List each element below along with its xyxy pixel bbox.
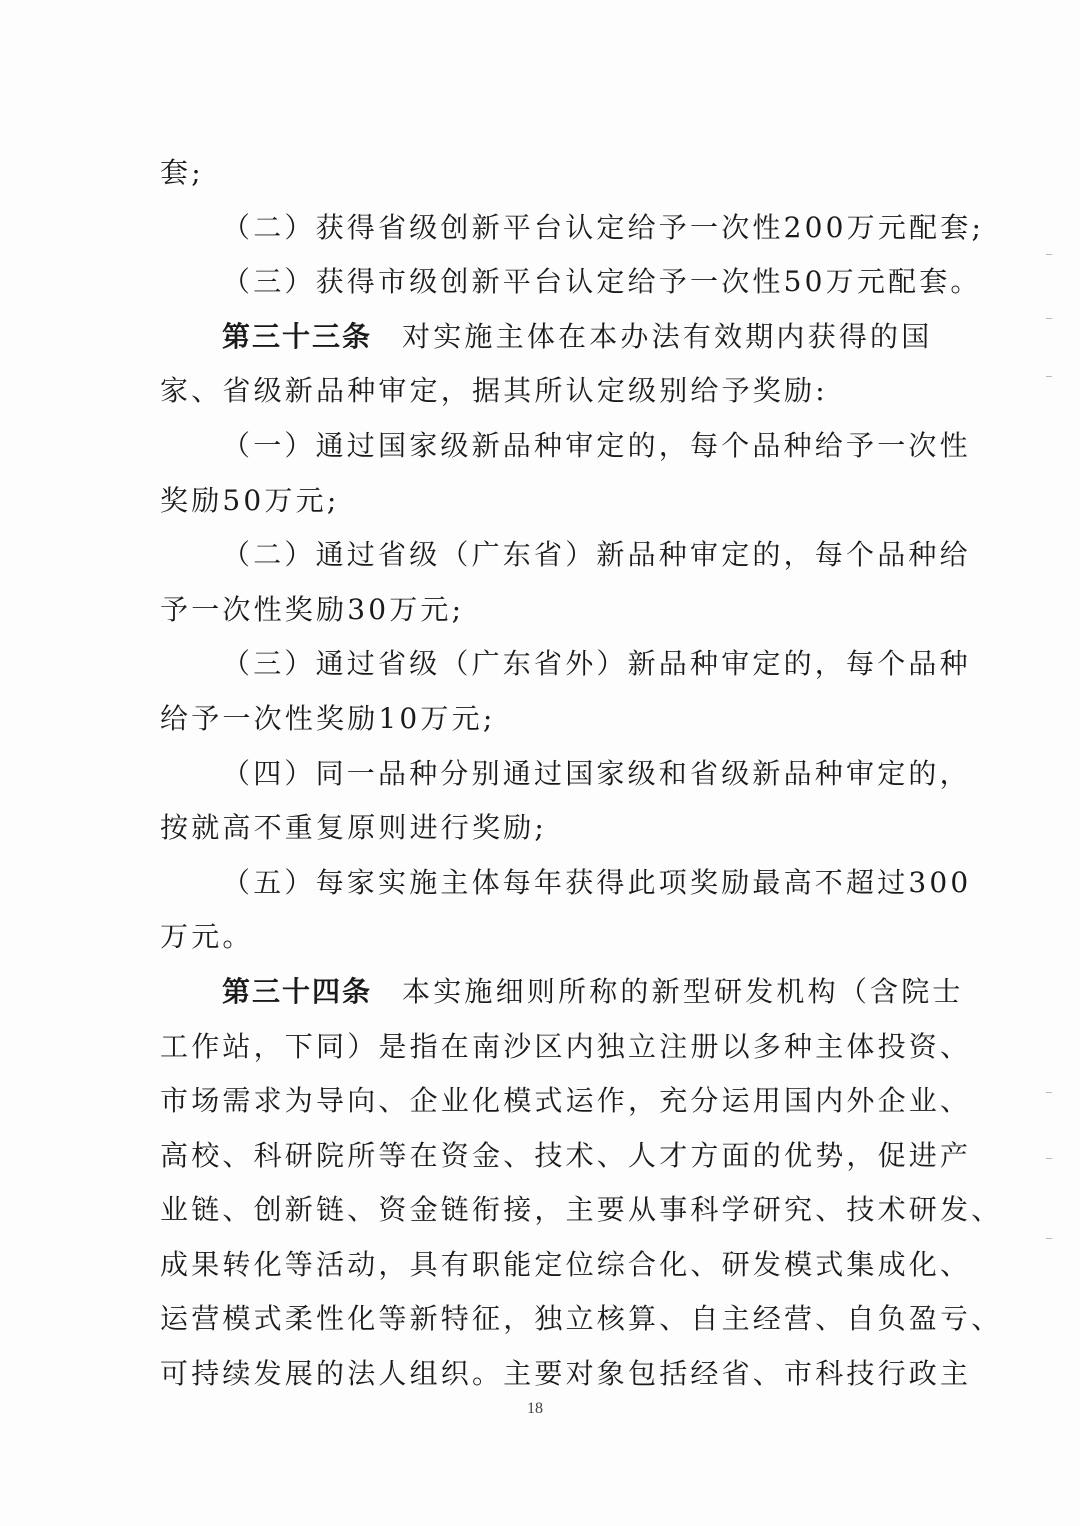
line-text: 按就高不重复原则进行奖励; bbox=[160, 811, 548, 845]
line-22 bbox=[160, 1292, 1003, 1347]
document-body bbox=[160, 146, 1003, 1402]
line-01 bbox=[160, 146, 912, 201]
line-text: 本实施细则所称的新型研发机构（含院士 bbox=[402, 974, 964, 1008]
scan-mark bbox=[1046, 318, 1052, 319]
line-04 bbox=[160, 310, 933, 365]
line-17 bbox=[160, 1020, 972, 1075]
line-text: 成果转化等活动，具有职能定位综合化、研发模式集成化、 bbox=[160, 1247, 972, 1281]
scan-mark bbox=[1046, 1092, 1052, 1093]
scan-mark bbox=[1046, 376, 1052, 377]
line-09 bbox=[160, 583, 912, 638]
line-06 bbox=[160, 419, 971, 474]
line-text: 工作站，下同）是指在南沙区内独立注册以多种主体投资、 bbox=[160, 1029, 972, 1063]
line-text: 给予一次性奖励10万元; bbox=[160, 701, 496, 735]
line-10 bbox=[160, 637, 971, 692]
line-18 bbox=[160, 1074, 972, 1129]
article-34-heading: 第三十四条 bbox=[222, 974, 373, 1008]
line-19 bbox=[160, 1129, 972, 1184]
line-text: （三）获得市级创新平台认定给予一次性50万元配套。 bbox=[222, 265, 982, 299]
line-text: 奖励50万元; bbox=[160, 483, 340, 517]
line-text: 运营模式柔性化等新特征，独立核算、自主经营、自负盈亏、 bbox=[160, 1302, 1003, 1336]
line-text: 高校、科研院所等在资金、技术、人才方面的优势，促进产 bbox=[160, 1138, 972, 1172]
scan-mark bbox=[1046, 254, 1052, 255]
scan-mark bbox=[1046, 1238, 1052, 1239]
line-12 bbox=[160, 747, 971, 802]
line-07 bbox=[160, 474, 912, 529]
line-11 bbox=[160, 692, 912, 747]
line-text: （四）同一品种分别通过国家级和省级新品种审定的， bbox=[222, 756, 971, 790]
line-16 bbox=[160, 965, 964, 1020]
line-13 bbox=[160, 801, 912, 856]
line-text: 家、省级新品种审定，据其所认定级别给予奖励: bbox=[160, 374, 828, 408]
page-number: 18 bbox=[527, 1400, 543, 1417]
line-text: 对实施主体在本办法有效期内获得的国 bbox=[402, 319, 933, 353]
line-text: 予一次性奖励30万元; bbox=[160, 592, 465, 626]
line-text: （二）获得省级创新平台认定给予一次性200万元配套; bbox=[222, 210, 985, 244]
line-20 bbox=[160, 1183, 1003, 1238]
line-text: （三）通过省级（广东省外）新品种审定的，每个品种 bbox=[222, 647, 971, 681]
scan-mark bbox=[1046, 1158, 1052, 1159]
line-21 bbox=[160, 1238, 972, 1293]
line-03 bbox=[160, 255, 982, 310]
line-02 bbox=[160, 201, 985, 256]
line-text: 业链、创新链、资金链衔接，主要从事科学研究、技术研发、 bbox=[160, 1193, 1003, 1227]
line-text: 可持续发展的法人组织。主要对象包括经省、市科技行政主 bbox=[160, 1357, 972, 1391]
line-text: 万元。 bbox=[160, 920, 254, 954]
line-08 bbox=[160, 528, 971, 583]
line-14 bbox=[160, 856, 972, 911]
line-05 bbox=[160, 364, 912, 419]
article-33-heading: 第三十三条 bbox=[222, 319, 373, 353]
line-text: （五）每家实施主体每年获得此项奖励最高不超过300 bbox=[222, 865, 972, 899]
line-23 bbox=[160, 1347, 972, 1402]
line-15 bbox=[160, 910, 912, 965]
line-text: 市场需求为导向、企业化模式运作，充分运用国内外企业、 bbox=[160, 1084, 972, 1118]
line-text: （一）通过国家级新品种审定的，每个品种给予一次性 bbox=[222, 428, 971, 462]
line-text: 套; bbox=[160, 156, 204, 189]
line-text: （二）通过省级（广东省）新品种审定的，每个品种给 bbox=[222, 538, 971, 572]
